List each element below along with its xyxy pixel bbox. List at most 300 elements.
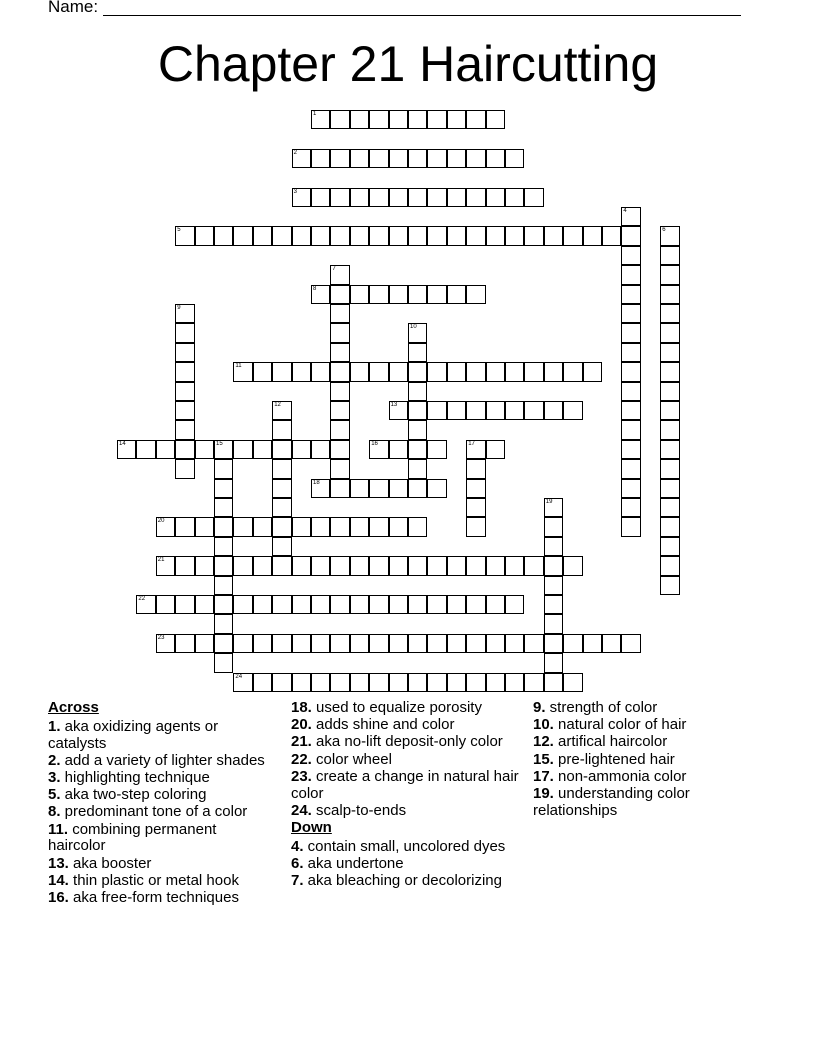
- grid-cell[interactable]: [621, 459, 640, 478]
- grid-cell[interactable]: [486, 401, 505, 420]
- grid-cell[interactable]: [621, 323, 640, 342]
- grid-cell[interactable]: [311, 362, 330, 381]
- grid-cell[interactable]: [447, 595, 466, 614]
- grid-cell[interactable]: [621, 401, 640, 420]
- grid-cell[interactable]: [389, 595, 408, 614]
- grid-cell[interactable]: [389, 440, 408, 459]
- grid-cell[interactable]: [544, 537, 563, 556]
- grid-cell[interactable]: [427, 440, 446, 459]
- grid-cell[interactable]: [272, 226, 291, 245]
- grid-cell[interactable]: [447, 149, 466, 168]
- grid-cell[interactable]: [466, 149, 485, 168]
- grid-cell[interactable]: [505, 149, 524, 168]
- grid-cell[interactable]: [505, 401, 524, 420]
- grid-cell[interactable]: [447, 556, 466, 575]
- grid-cell[interactable]: [253, 673, 272, 692]
- grid-cell[interactable]: [272, 459, 291, 478]
- grid-cell[interactable]: [583, 362, 602, 381]
- grid-cell[interactable]: [350, 188, 369, 207]
- grid-cell[interactable]: [136, 440, 155, 459]
- grid-cell[interactable]: [621, 420, 640, 439]
- grid-cell[interactable]: [544, 498, 563, 517]
- grid-cell[interactable]: [544, 673, 563, 692]
- grid-cell[interactable]: [389, 362, 408, 381]
- grid-cell[interactable]: [311, 517, 330, 536]
- grid-cell[interactable]: [486, 595, 505, 614]
- grid-cell[interactable]: [466, 595, 485, 614]
- grid-cell[interactable]: [233, 440, 252, 459]
- grid-cell[interactable]: [175, 420, 194, 439]
- grid-cell[interactable]: [408, 634, 427, 653]
- grid-cell[interactable]: [524, 556, 543, 575]
- grid-cell[interactable]: [408, 420, 427, 439]
- grid-cell[interactable]: [292, 634, 311, 653]
- grid-cell[interactable]: [175, 343, 194, 362]
- grid-cell[interactable]: [369, 440, 388, 459]
- grid-cell[interactable]: [292, 517, 311, 536]
- grid-cell[interactable]: [369, 110, 388, 129]
- grid-cell[interactable]: [214, 440, 233, 459]
- grid-cell[interactable]: [272, 440, 291, 459]
- grid-cell[interactable]: [389, 188, 408, 207]
- grid-cell[interactable]: [563, 226, 582, 245]
- grid-cell[interactable]: [350, 634, 369, 653]
- grid-cell[interactable]: [292, 362, 311, 381]
- grid-cell[interactable]: [408, 595, 427, 614]
- grid-cell[interactable]: [350, 149, 369, 168]
- grid-cell[interactable]: [660, 226, 679, 245]
- grid-cell[interactable]: [350, 226, 369, 245]
- grid-cell[interactable]: [486, 149, 505, 168]
- grid-cell[interactable]: [408, 343, 427, 362]
- grid-cell[interactable]: [233, 362, 252, 381]
- grid-cell[interactable]: [563, 673, 582, 692]
- grid-cell[interactable]: [524, 362, 543, 381]
- grid-cell[interactable]: [544, 595, 563, 614]
- grid-cell[interactable]: [369, 479, 388, 498]
- grid-cell[interactable]: [408, 149, 427, 168]
- grid-cell[interactable]: [660, 265, 679, 284]
- grid-cell[interactable]: [311, 440, 330, 459]
- grid-cell[interactable]: [660, 382, 679, 401]
- grid-cell[interactable]: [505, 595, 524, 614]
- grid-cell[interactable]: [369, 149, 388, 168]
- grid-cell[interactable]: [175, 362, 194, 381]
- grid-cell[interactable]: [253, 362, 272, 381]
- grid-cell[interactable]: [175, 556, 194, 575]
- grid-cell[interactable]: [544, 517, 563, 536]
- grid-cell[interactable]: [272, 362, 291, 381]
- grid-cell[interactable]: [369, 188, 388, 207]
- grid-cell[interactable]: [369, 595, 388, 614]
- grid-cell[interactable]: [466, 226, 485, 245]
- grid-cell[interactable]: [330, 401, 349, 420]
- grid-cell[interactable]: [486, 188, 505, 207]
- grid-cell[interactable]: [621, 362, 640, 381]
- grid-cell[interactable]: [214, 226, 233, 245]
- grid-cell[interactable]: [214, 498, 233, 517]
- grid-cell[interactable]: [272, 595, 291, 614]
- grid-cell[interactable]: [136, 595, 155, 614]
- grid-cell[interactable]: [660, 459, 679, 478]
- grid-cell[interactable]: [389, 673, 408, 692]
- grid-cell[interactable]: [311, 673, 330, 692]
- grid-cell[interactable]: [466, 498, 485, 517]
- grid-cell[interactable]: [447, 188, 466, 207]
- grid-cell[interactable]: [272, 420, 291, 439]
- grid-cell[interactable]: [233, 673, 252, 692]
- grid-cell[interactable]: [311, 226, 330, 245]
- grid-cell[interactable]: [253, 517, 272, 536]
- grid-cell[interactable]: [233, 226, 252, 245]
- grid-cell[interactable]: [292, 556, 311, 575]
- grid-cell[interactable]: [563, 634, 582, 653]
- grid-cell[interactable]: [369, 226, 388, 245]
- grid-cell[interactable]: [272, 634, 291, 653]
- grid-cell[interactable]: [621, 265, 640, 284]
- grid-cell[interactable]: [389, 479, 408, 498]
- grid-cell[interactable]: [272, 673, 291, 692]
- grid-cell[interactable]: [389, 285, 408, 304]
- grid-cell[interactable]: [544, 634, 563, 653]
- grid-cell[interactable]: [195, 595, 214, 614]
- grid-cell[interactable]: [214, 537, 233, 556]
- grid-cell[interactable]: [544, 226, 563, 245]
- grid-cell[interactable]: [330, 634, 349, 653]
- grid-cell[interactable]: [292, 440, 311, 459]
- grid-cell[interactable]: [195, 440, 214, 459]
- grid-cell[interactable]: [292, 673, 311, 692]
- grid-cell[interactable]: [408, 440, 427, 459]
- grid-cell[interactable]: [408, 323, 427, 342]
- grid-cell[interactable]: [330, 517, 349, 536]
- grid-cell[interactable]: [156, 595, 175, 614]
- grid-cell[interactable]: [621, 440, 640, 459]
- grid-cell[interactable]: [253, 440, 272, 459]
- grid-cell[interactable]: [660, 285, 679, 304]
- grid-cell[interactable]: [427, 556, 446, 575]
- grid-cell[interactable]: [292, 226, 311, 245]
- grid-cell[interactable]: [330, 362, 349, 381]
- grid-cell[interactable]: [466, 440, 485, 459]
- grid-cell[interactable]: [524, 401, 543, 420]
- grid-cell[interactable]: [486, 673, 505, 692]
- grid-cell[interactable]: [621, 285, 640, 304]
- grid-cell[interactable]: [330, 265, 349, 284]
- grid-cell[interactable]: [408, 110, 427, 129]
- grid-cell[interactable]: [427, 362, 446, 381]
- grid-cell[interactable]: [621, 634, 640, 653]
- grid-cell[interactable]: [621, 382, 640, 401]
- grid-cell[interactable]: [389, 634, 408, 653]
- grid-cell[interactable]: [660, 323, 679, 342]
- grid-cell[interactable]: [408, 459, 427, 478]
- grid-cell[interactable]: [350, 362, 369, 381]
- grid-cell[interactable]: [660, 420, 679, 439]
- grid-cell[interactable]: [175, 440, 194, 459]
- grid-cell[interactable]: [175, 304, 194, 323]
- grid-cell[interactable]: [427, 188, 446, 207]
- grid-cell[interactable]: [427, 285, 446, 304]
- grid-cell[interactable]: [583, 226, 602, 245]
- grid-cell[interactable]: [330, 595, 349, 614]
- grid-cell[interactable]: [350, 595, 369, 614]
- grid-cell[interactable]: [369, 517, 388, 536]
- grid-cell[interactable]: [330, 440, 349, 459]
- grid-cell[interactable]: [350, 517, 369, 536]
- grid-cell[interactable]: [544, 614, 563, 633]
- grid-cell[interactable]: [253, 556, 272, 575]
- grid-cell[interactable]: [272, 401, 291, 420]
- grid-cell[interactable]: [408, 673, 427, 692]
- grid-cell[interactable]: [486, 556, 505, 575]
- grid-cell[interactable]: [311, 110, 330, 129]
- grid-cell[interactable]: [563, 401, 582, 420]
- grid-cell[interactable]: [389, 226, 408, 245]
- grid-cell[interactable]: [505, 362, 524, 381]
- grid-cell[interactable]: [214, 576, 233, 595]
- grid-cell[interactable]: [311, 149, 330, 168]
- grid-cell[interactable]: [175, 382, 194, 401]
- grid-cell[interactable]: [330, 110, 349, 129]
- grid-cell[interactable]: [466, 673, 485, 692]
- grid-cell[interactable]: [660, 517, 679, 536]
- grid-cell[interactable]: [524, 226, 543, 245]
- grid-cell[interactable]: [427, 634, 446, 653]
- grid-cell[interactable]: [214, 634, 233, 653]
- grid-cell[interactable]: [447, 634, 466, 653]
- grid-cell[interactable]: [408, 226, 427, 245]
- grid-cell[interactable]: [214, 595, 233, 614]
- grid-cell[interactable]: [660, 343, 679, 362]
- grid-cell[interactable]: [350, 110, 369, 129]
- grid-cell[interactable]: [427, 595, 446, 614]
- grid-cell[interactable]: [544, 362, 563, 381]
- grid-cell[interactable]: [330, 285, 349, 304]
- grid-cell[interactable]: [486, 440, 505, 459]
- grid-cell[interactable]: [272, 556, 291, 575]
- grid-cell[interactable]: [427, 401, 446, 420]
- grid-cell[interactable]: [253, 634, 272, 653]
- grid-cell[interactable]: [466, 401, 485, 420]
- grid-cell[interactable]: [660, 498, 679, 517]
- grid-cell[interactable]: [272, 498, 291, 517]
- grid-cell[interactable]: [505, 226, 524, 245]
- grid-cell[interactable]: [427, 149, 446, 168]
- grid-cell[interactable]: [175, 401, 194, 420]
- grid-cell[interactable]: [621, 517, 640, 536]
- grid-cell[interactable]: [466, 110, 485, 129]
- grid-cell[interactable]: [330, 323, 349, 342]
- grid-cell[interactable]: [466, 479, 485, 498]
- grid-cell[interactable]: [408, 479, 427, 498]
- grid-cell[interactable]: [330, 343, 349, 362]
- grid-cell[interactable]: [505, 634, 524, 653]
- grid-cell[interactable]: [486, 362, 505, 381]
- grid-cell[interactable]: [389, 556, 408, 575]
- grid-cell[interactable]: [233, 556, 252, 575]
- grid-cell[interactable]: [156, 440, 175, 459]
- grid-cell[interactable]: [524, 188, 543, 207]
- grid-cell[interactable]: [233, 517, 252, 536]
- grid-cell[interactable]: [195, 517, 214, 536]
- grid-cell[interactable]: [214, 517, 233, 536]
- grid-cell[interactable]: [156, 634, 175, 653]
- grid-cell[interactable]: [330, 226, 349, 245]
- grid-cell[interactable]: [311, 479, 330, 498]
- grid-cell[interactable]: [602, 634, 621, 653]
- grid-cell[interactable]: [195, 634, 214, 653]
- grid-cell[interactable]: [447, 110, 466, 129]
- grid-cell[interactable]: [427, 673, 446, 692]
- grid-cell[interactable]: [175, 595, 194, 614]
- grid-cell[interactable]: [466, 285, 485, 304]
- grid-cell[interactable]: [292, 595, 311, 614]
- grid-cell[interactable]: [350, 673, 369, 692]
- grid-cell[interactable]: [486, 634, 505, 653]
- grid-cell[interactable]: [505, 556, 524, 575]
- grid-cell[interactable]: [369, 285, 388, 304]
- grid-cell[interactable]: [466, 634, 485, 653]
- grid-cell[interactable]: [466, 362, 485, 381]
- grid-cell[interactable]: [330, 673, 349, 692]
- grid-cell[interactable]: [311, 285, 330, 304]
- grid-cell[interactable]: [621, 304, 640, 323]
- grid-cell[interactable]: [214, 459, 233, 478]
- grid-cell[interactable]: [408, 362, 427, 381]
- grid-cell[interactable]: [583, 634, 602, 653]
- grid-cell[interactable]: [156, 517, 175, 536]
- grid-cell[interactable]: [330, 304, 349, 323]
- grid-cell[interactable]: [660, 440, 679, 459]
- grid-cell[interactable]: [369, 556, 388, 575]
- grid-cell[interactable]: [330, 479, 349, 498]
- grid-cell[interactable]: [466, 556, 485, 575]
- grid-cell[interactable]: [330, 188, 349, 207]
- grid-cell[interactable]: [330, 556, 349, 575]
- grid-cell[interactable]: [563, 556, 582, 575]
- grid-cell[interactable]: [195, 556, 214, 575]
- grid-cell[interactable]: [350, 479, 369, 498]
- grid-cell[interactable]: [330, 459, 349, 478]
- grid-cell[interactable]: [621, 479, 640, 498]
- grid-cell[interactable]: [175, 634, 194, 653]
- grid-cell[interactable]: [563, 362, 582, 381]
- grid-cell[interactable]: [311, 556, 330, 575]
- grid-cell[interactable]: [214, 614, 233, 633]
- grid-cell[interactable]: [175, 459, 194, 478]
- grid-cell[interactable]: [447, 226, 466, 245]
- grid-cell[interactable]: [408, 401, 427, 420]
- grid-cell[interactable]: [175, 323, 194, 342]
- grid-cell[interactable]: [214, 479, 233, 498]
- grid-cell[interactable]: [408, 188, 427, 207]
- grid-cell[interactable]: [195, 226, 214, 245]
- grid-cell[interactable]: [389, 401, 408, 420]
- grid-cell[interactable]: [330, 382, 349, 401]
- grid-cell[interactable]: [524, 634, 543, 653]
- grid-cell[interactable]: [660, 246, 679, 265]
- grid-cell[interactable]: [117, 440, 136, 459]
- grid-cell[interactable]: [447, 285, 466, 304]
- grid-cell[interactable]: [486, 226, 505, 245]
- grid-cell[interactable]: [660, 479, 679, 498]
- grid-cell[interactable]: [175, 517, 194, 536]
- grid-cell[interactable]: [311, 634, 330, 653]
- grid-cell[interactable]: [544, 576, 563, 595]
- grid-cell[interactable]: [427, 479, 446, 498]
- grid-cell[interactable]: [621, 246, 640, 265]
- grid-cell[interactable]: [621, 207, 640, 226]
- grid-cell[interactable]: [369, 362, 388, 381]
- grid-cell[interactable]: [389, 517, 408, 536]
- grid-cell[interactable]: [544, 653, 563, 672]
- grid-cell[interactable]: [389, 149, 408, 168]
- grid-cell[interactable]: [660, 537, 679, 556]
- grid-cell[interactable]: [233, 634, 252, 653]
- grid-cell[interactable]: [214, 556, 233, 575]
- grid-cell[interactable]: [330, 149, 349, 168]
- grid-cell[interactable]: [505, 188, 524, 207]
- grid-cell[interactable]: [544, 556, 563, 575]
- grid-cell[interactable]: [175, 226, 194, 245]
- grid-cell[interactable]: [292, 188, 311, 207]
- grid-cell[interactable]: [272, 479, 291, 498]
- grid-cell[interactable]: [408, 517, 427, 536]
- grid-cell[interactable]: [389, 110, 408, 129]
- grid-cell[interactable]: [253, 226, 272, 245]
- grid-cell[interactable]: [369, 673, 388, 692]
- grid-cell[interactable]: [156, 556, 175, 575]
- grid-cell[interactable]: [350, 556, 369, 575]
- grid-cell[interactable]: [427, 226, 446, 245]
- grid-cell[interactable]: [660, 304, 679, 323]
- grid-cell[interactable]: [660, 362, 679, 381]
- grid-cell[interactable]: [292, 149, 311, 168]
- grid-cell[interactable]: [330, 420, 349, 439]
- grid-cell[interactable]: [466, 517, 485, 536]
- grid-cell[interactable]: [272, 517, 291, 536]
- grid-cell[interactable]: [621, 498, 640, 517]
- grid-cell[interactable]: [369, 634, 388, 653]
- grid-cell[interactable]: [660, 556, 679, 575]
- grid-cell[interactable]: [233, 595, 252, 614]
- grid-cell[interactable]: [621, 343, 640, 362]
- grid-cell[interactable]: [311, 188, 330, 207]
- grid-cell[interactable]: [272, 537, 291, 556]
- grid-cell[interactable]: [486, 110, 505, 129]
- grid-cell[interactable]: [253, 595, 272, 614]
- grid-cell[interactable]: [505, 673, 524, 692]
- grid-cell[interactable]: [408, 285, 427, 304]
- grid-cell[interactable]: [427, 110, 446, 129]
- grid-cell[interactable]: [214, 653, 233, 672]
- grid-cell[interactable]: [447, 362, 466, 381]
- grid-cell[interactable]: [466, 188, 485, 207]
- grid-cell[interactable]: [350, 285, 369, 304]
- grid-cell[interactable]: [408, 556, 427, 575]
- grid-cell[interactable]: [408, 382, 427, 401]
- grid-cell[interactable]: [447, 673, 466, 692]
- grid-cell[interactable]: [524, 673, 543, 692]
- grid-cell[interactable]: [621, 226, 640, 245]
- grid-cell[interactable]: [660, 401, 679, 420]
- grid-cell[interactable]: [544, 401, 563, 420]
- grid-cell[interactable]: [447, 401, 466, 420]
- grid-cell[interactable]: [466, 459, 485, 478]
- grid-cell[interactable]: [602, 226, 621, 245]
- grid-cell[interactable]: [660, 576, 679, 595]
